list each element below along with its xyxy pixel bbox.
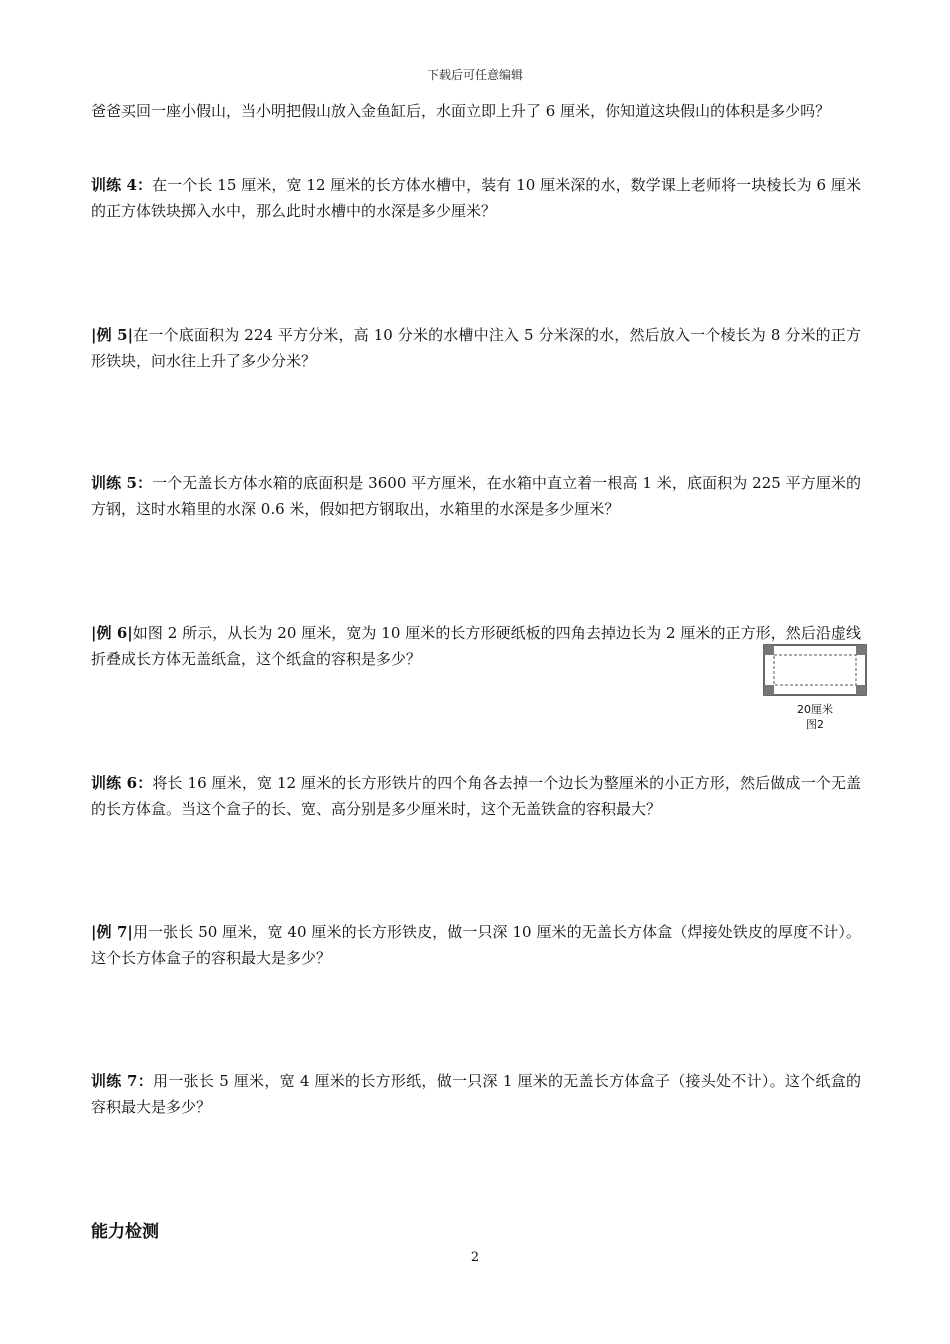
- problem-label: 训练 5：: [91, 474, 153, 492]
- problem-text: 在一个长 15 厘米，宽 12 厘米的长方体水槽中，装有 10 厘米深的水，数学课上老师将一块棱长为 6 厘米的正方体铁块掷入水中，那么此时水槽中的水深是多少厘米？: [91, 176, 862, 220]
- problem-label: |例 5|: [91, 326, 134, 344]
- figure-caption: 图2: [806, 718, 824, 731]
- problem-text: 用一张长 5 厘米，宽 4 厘米的长方形纸，做一只深 1 厘米的无盖长方体盒子（接头处不计）。这个纸盒的容积最大是多少？: [91, 1072, 861, 1116]
- problem-label: |例 6|: [91, 624, 133, 642]
- problem-example-6: [91, 620, 861, 672]
- figure-2: [763, 644, 867, 732]
- problem-text: 将长 16 厘米，宽 12 厘米的长方形铁片的四个角各去掉一个边长为整厘米的小正方形，然后做成一个无盖的长方体盒。当这个盒子的长、宽、高分别是多少厘米时，这个无盖铁盒的容积最大？: [91, 774, 861, 818]
- problem-training-6: [91, 770, 861, 822]
- problem-example-5: [91, 322, 861, 374]
- problem-text: 一个无盖长方体水箱的底面积是 3600 平方厘米，在水箱中直立着一根高 1 米，底面积为 225 平方厘米的方钢，这时水箱里的水深 0.6 米，假如把方钢取出，水箱里的水深是多少厘米？: [91, 474, 861, 518]
- problem-label: 训练 4：: [91, 176, 153, 194]
- problem-label: 训练 6：: [91, 774, 153, 792]
- problem-text: 在一个底面积为 224 平方分米，高 10 分米的水槽中注入 5 分米深的水，然后放入一个棱长为 8 分米的正方形铁块，问水往上升了多少分米？: [91, 326, 861, 370]
- problem-text: 如图 2 所示，从长为 20 厘米，宽为 10 厘米的长方形硬纸板的四角去掉边长为 2 厘米的正方形，然后沿虚线折叠成长方体无盖纸盒，这个纸盒的容积是多少？: [91, 624, 861, 668]
- problem-training-5: [91, 470, 861, 522]
- figure-dimension-label: 20厘米: [797, 703, 833, 716]
- problem-intro: [91, 98, 861, 124]
- problem-example-7: [91, 919, 861, 971]
- problem-label: |例 7|: [91, 923, 133, 941]
- problem-text: 爸爸买回一座小假山，当小明把假山放入金鱼缸后，水面立即上升了 6 厘米，你知道这块假山的体积是多少吗？: [91, 102, 831, 120]
- problem-training-7: [91, 1068, 861, 1120]
- problem-text: 用一张长 50 厘米，宽 40 厘米的长方形铁皮，做一只深 10 厘米的无盖长方体盒（焊接处铁皮的厚度不计）。这个长方体盒子的容积最大是多少？: [91, 923, 862, 967]
- problem-label: 训练 7：: [91, 1072, 154, 1090]
- section-title: 能力检测: [91, 1222, 159, 1242]
- cardboard-diagram: [763, 644, 867, 698]
- page-number: 2: [470, 1250, 480, 1265]
- problem-training-4: [91, 172, 861, 224]
- page-header: 下载后可任意编辑: [426, 68, 523, 82]
